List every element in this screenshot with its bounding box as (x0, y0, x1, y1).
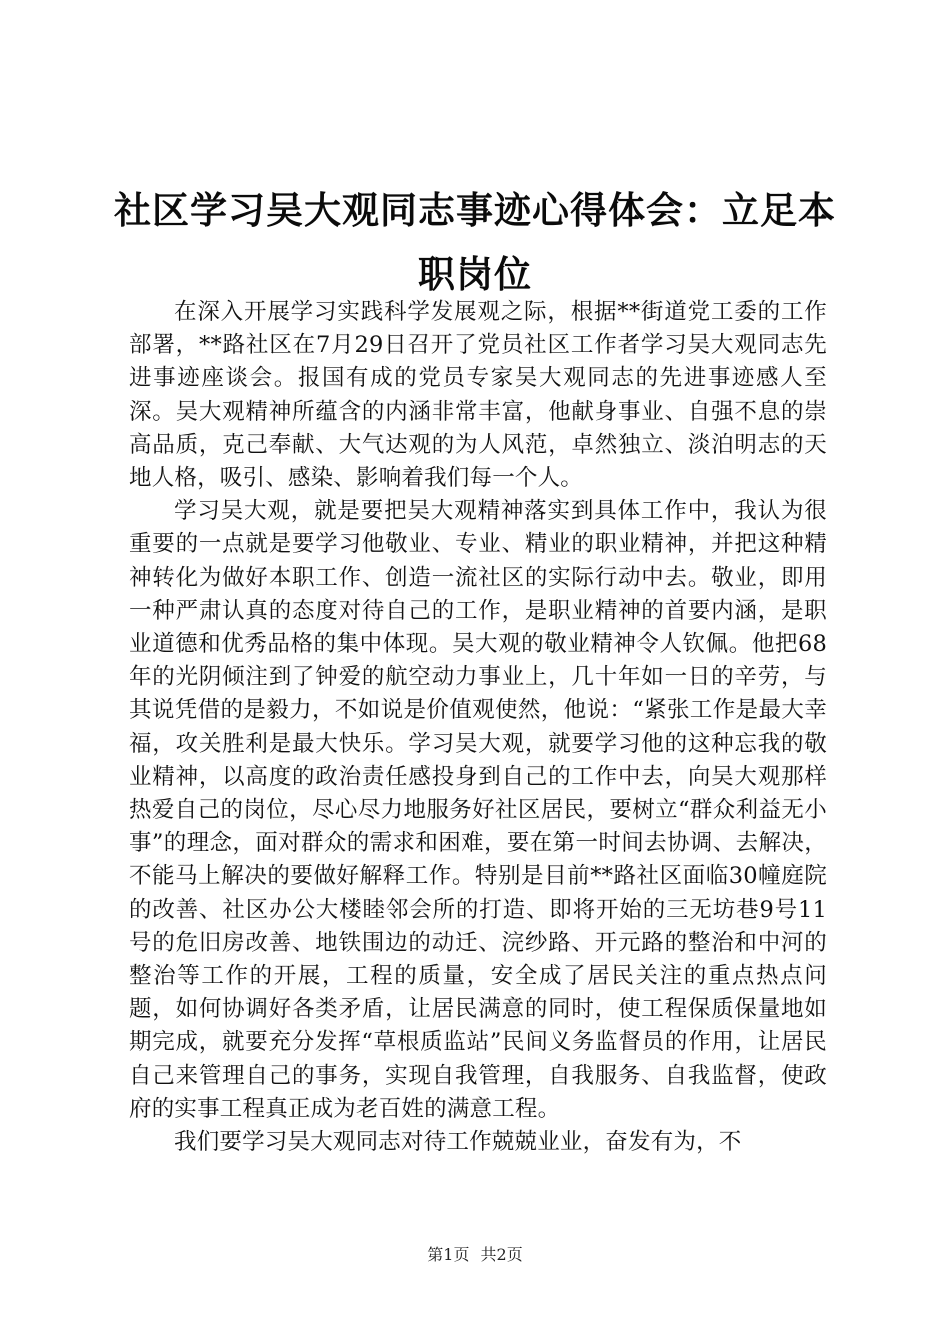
paragraph-1: 在深入开展学习实践科学发展观之际，根据**街道党工委的工作部署，**路社区在7月29日召开了党员社区工作者学习吴大观同志先进事迹座谈会。报国有成的党员专家吴大观同志的先进事迹感人至深。吴大观精神所蕴含的内涵非常丰富，他献身事业、自强不息的崇高品质，克己奉献、大气达观的为人风范，卓然独立、淡泊明志的天地人格，吸引、感染、影响着我们每一个人。 (129, 299, 827, 492)
paragraph-2: 学习吴大观，就是要把吴大观精神落实到具体工作中，我认为很重要的一点就是要学习他敬业、专业、精业的职业精神，并把这种精神转化为做好本职工作、创造一流社区的实际行动中去。敬业，即用一种严肃认真的态度对待自己的工作，是职业精神的首要内涵，是职业道德和优秀品格的集中体现。吴大观的敬业精神令人钦佩。他把68年的光阴倾注到了钟爱的航空动力事业上，几十年如一日的辛劳，与其说凭借的是毅力，不如说是价值观使然，他说：“紧张工作是最大幸福，攻关胜利是最大快乐。学习吴大观，就要学习他的这种忘我的敬业精神，以高度的政治责任感投身到自己的工作中去，向吴大观那样热爱自己的岗位，尽心尽力地服务好社区居民，要树立“群众利益无小事”的理念，面对群众的需求和困难，要在第一时间去协调、去解决，不能马上解决的要做好解释工作。特别是目前**路社区面临30幢庭院的改善、社区办公大楼睦邻会所的打造、即将开始的三无坊巷9号11号的危旧房改善、地铁围边的动迁、浣纱路、开元路的整治和中河的整治等工作的开展，工程的质量，安全成了居民关注的重点热点问题，如何协调好各类矛盾，让居民满意的同时，使工程保质保量地如期完成，就要充分发挥“草根质监站”民间义务监督员的作用，让居民自己来管理自己的事务，实现自我管理，自我服务、自我监督，使政府的实事工程真正成为老百姓的满意工程。 (129, 498, 827, 1122)
page-number: 第1页 (427, 1245, 470, 1264)
page-total: 共2页 (480, 1245, 523, 1264)
document-body (129, 296, 827, 1159)
page-footer (0, 1245, 950, 1265)
document-title: 社区学习吴大观同志事迹心得体会：立足本职岗位 (114, 188, 836, 296)
paragraph-3: 我们要学习吴大观同志对待工作兢兢业业，奋发有为，不 (174, 1129, 742, 1156)
